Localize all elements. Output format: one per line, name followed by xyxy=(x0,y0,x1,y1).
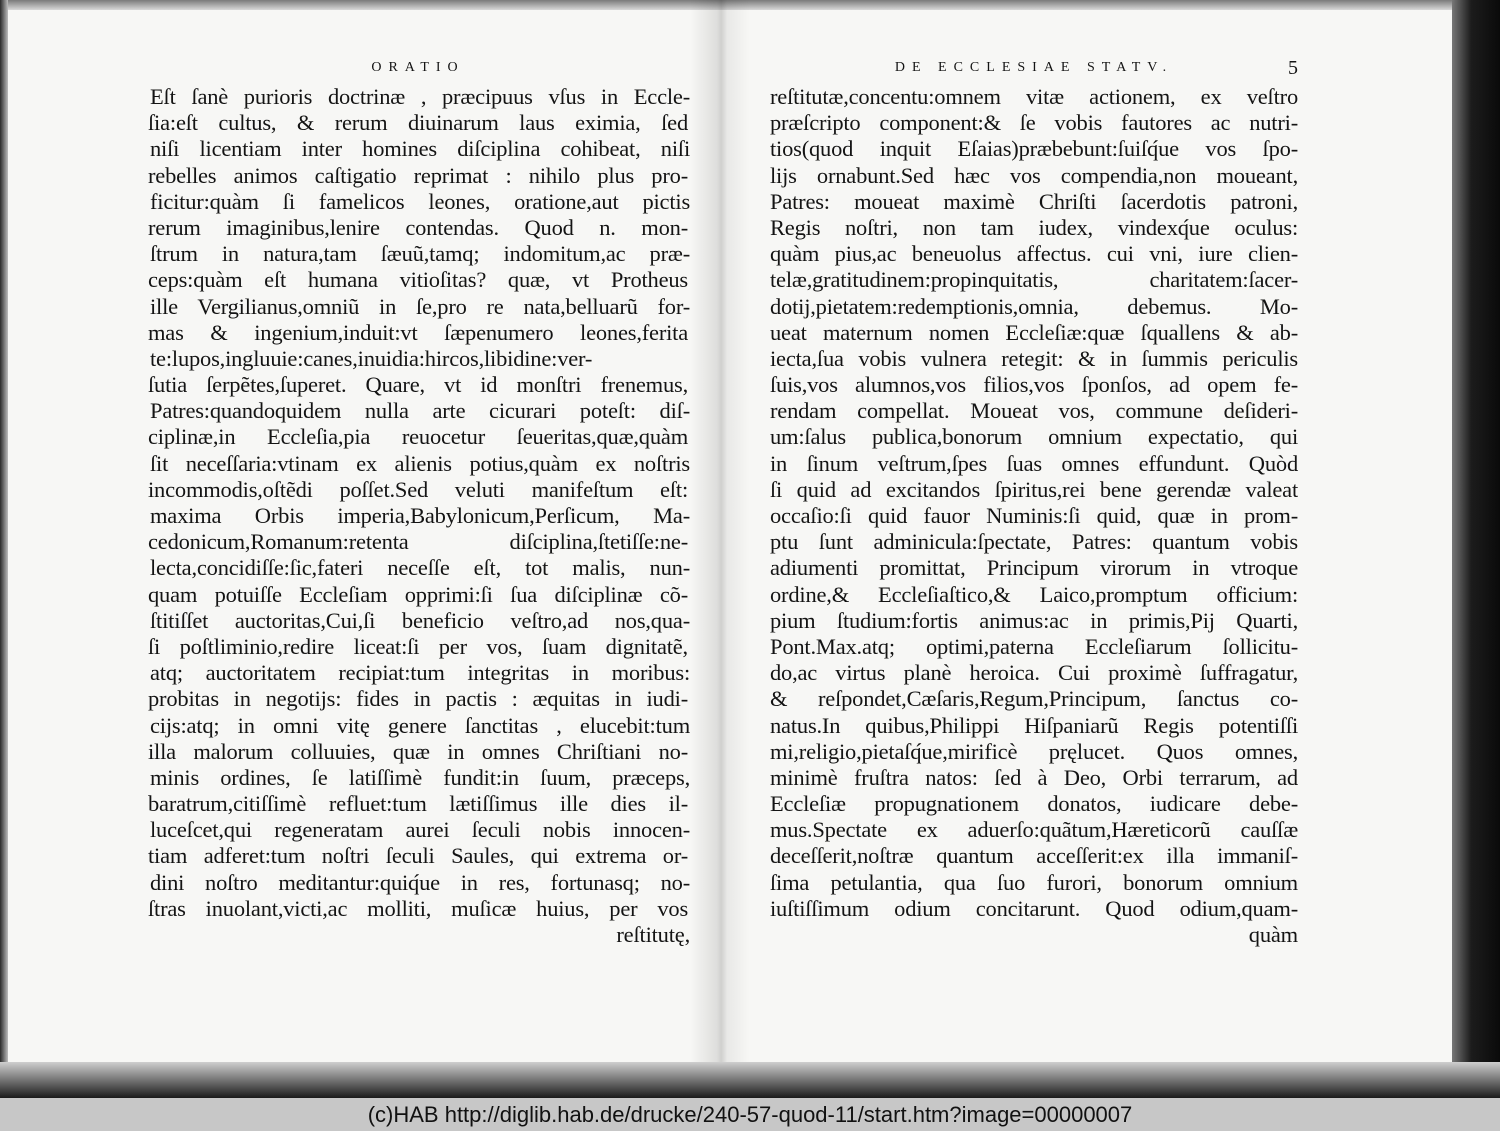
scan-edge-bottom xyxy=(0,1062,1500,1098)
text-line: ſuis,vos alumnos,vos filios,vos ſponſos, ad opem fe- xyxy=(770,372,1298,398)
text-line: ſutia ſerpẽtes,ſuperet. Quare, vt id monſtri frenemus, xyxy=(148,372,688,398)
left-running-head: ORATIO xyxy=(371,60,465,75)
text-line: atq; auctoritatem recipiat:tum integritas in moribus: xyxy=(150,660,690,686)
text-line: rendam compellat. Moueat vos, commune deſideri- xyxy=(770,398,1298,424)
text-line: tiam adferet:tum noſtri ſeculi Saules, qui extrema or- xyxy=(148,843,688,869)
text-line: dini noſtro meditantur:quiq́ue in res, fortunasq; no- xyxy=(150,869,690,895)
text-line: do,ac virtus planè heroica. Cui proximè ſuffragatur, xyxy=(770,660,1298,686)
text-line: ille Vergilianus,omniũ in ſe,pro re nata,belluarũ for- xyxy=(150,293,690,319)
text-line: rebelles animos caſtigatio reprimat : nihilo plus pro- xyxy=(148,162,688,188)
text-line: ueat maternum nomen Eccleſiæ:quæ ſquallens & ab- xyxy=(770,319,1298,345)
text-line: reſtitutæ,concentu:omnem vitæ actionem, ex veſtro xyxy=(770,84,1298,109)
text-line: & reſpondet,Cæſaris,Regum,Principum, ſanctus co- xyxy=(770,686,1298,712)
text-line: luceſcet,qui regeneratam aurei ſeculi nobis innocen- xyxy=(150,817,690,843)
text-line: quàm xyxy=(1248,922,1298,947)
right-header xyxy=(770,58,1298,78)
text-line: illa malorum colluuies, quæ in omnes Chriſtiani no- xyxy=(148,738,688,764)
right-page xyxy=(770,58,1298,948)
text-line: mi,religio,pietaſq́ue,mirificè pręlucet. Quos omnes, xyxy=(770,738,1298,764)
text-line: adiumenti promittat, Principum virorum in vtroque xyxy=(770,555,1298,581)
text-line: maxima Orbis imperia,Babylonicum,Perſicum, Ma- xyxy=(150,503,690,528)
text-line: pium ſtudium:fortis animus:ac in primis,Pij Quarti, xyxy=(770,607,1298,633)
text-line: in ſinum veſtrum,ſpes ſuas omnes effundunt. Quòd xyxy=(770,450,1298,476)
text-line: ſima petulantia, qua ſuo furori, bonorum omnium xyxy=(770,869,1298,895)
text-line: telæ,gratitudinem:propinquitatis, charitatem:ſacer- xyxy=(770,267,1298,293)
text-line: Regis noſtri, non tam iudex, vindexq́ue oculus: xyxy=(770,214,1298,240)
text-line: niſi licentiam inter homines diſciplina cohibeat, niſi xyxy=(150,136,690,162)
left-text-block xyxy=(148,84,688,948)
text-line: rerum imaginibus,lenire contendas. Quod n. mon- xyxy=(148,214,688,240)
text-line: Eſt ſanè purioris doctrinæ , præcipuus vſus in Eccle- xyxy=(150,84,690,109)
left-page xyxy=(148,58,688,948)
text-line: ſi quid ad excitandos ſpiritus,rei bene gerendæ valeat xyxy=(770,476,1298,502)
text-line: cijs:atq; in omni vitę genere ſanctitas , elucebit:tum xyxy=(150,712,690,738)
text-line: ſtrum in natura,tam ſæuũ,tamq; indomitum,ac præ- xyxy=(150,241,690,267)
text-line: Patres: moueat maximè Chriſti ſacerdotis patroni, xyxy=(770,188,1298,214)
text-line: reſtitutę, xyxy=(616,922,690,947)
text-line: lijs ornabunt.Sed hæc vos compendia,non moueant, xyxy=(770,162,1298,188)
text-line: natus.In quibus,Philippi Hiſpaniarũ Regis potentiſſi xyxy=(770,712,1298,738)
text-line: ordine,& Eccleſiaſtico,& Laico,promptum officium: xyxy=(770,581,1298,607)
scan-edge-left xyxy=(0,0,8,1098)
text-line: ciplinæ,in Eccleſia,pia reuocetur ſeueritas,quæ,quàm xyxy=(148,424,688,450)
book-gutter xyxy=(690,0,750,1098)
text-line: ſi poſtliminio,redire liceat:ſi per vos, ſuam dignitatẽ, xyxy=(148,633,688,659)
text-line: um:ſalus publica,bonorum omnium expectatio, qui xyxy=(770,424,1298,450)
scan-edge-right xyxy=(1452,0,1500,1098)
text-line: ſtras inuolant,victi,ac molliti, muſicæ huius, per vos xyxy=(148,895,688,921)
text-line: Eccleſiæ propugnationem donatos, iudicare debe- xyxy=(770,791,1298,817)
text-line: ſtitiſſet auctoritas,Cui,ſi beneficio veſtro,ad nos,qua- xyxy=(150,607,690,633)
text-line: ceps:quàm eſt humana vitioſitas? quæ, vt Protheus xyxy=(148,267,688,293)
text-line: mas & ingenium,induit:vt ſæpenumero leones,ferita xyxy=(148,319,688,345)
text-line: cedonicum,Romanum:retenta diſciplina,ſtetiſſe:ne- xyxy=(148,529,688,555)
text-line: probitas in negotijs: fides in pactis : æquitas in iudi- xyxy=(148,686,688,712)
text-line: minis ordines, ſe latiſſimè fundit:in ſuum, præceps, xyxy=(150,764,690,790)
text-line: occaſio:ſi quid fauor Numinis:ſi quid, quæ in prom- xyxy=(770,503,1298,528)
text-line: iecta,ſua vobis vulnera retegit: & in ſummis periculis xyxy=(770,345,1298,371)
text-line: baratrum,citiſſimè refluet:tum lætiſſimus ille dies il- xyxy=(148,791,688,817)
text-line: Patres:quandoquidem nulla arte cicurari poteſt: diſ- xyxy=(150,398,690,424)
right-running-head: DE ECCLESIAE STATV. xyxy=(894,60,1174,75)
text-line: lecta,concidiſſe:ſic,fateri neceſſe eſt, tot malis, nun- xyxy=(150,555,690,581)
text-line: mus.Spectate ex aduerſo:quãtum,Hæreticorũ cauſſæ xyxy=(770,817,1298,843)
text-line: tios(quod inquit Eſaias)præbebunt:ſuiſq́ue vos ſpo- xyxy=(770,136,1298,162)
text-line: quàm pius,ac beneuolus affectus. cui vni, iure clien- xyxy=(770,241,1298,267)
right-text-block xyxy=(770,84,1298,948)
text-line: dotij,pietatem:redemptionis,omnia, debemus. Mo- xyxy=(770,293,1298,319)
text-line: ficitur:quàm ſi famelicos leones, oratione,aut pictis xyxy=(150,188,690,214)
page-number: 5 xyxy=(1288,56,1298,79)
text-line: Pont.Max.atq; optimi,paterna Eccleſiarum ſollicitu- xyxy=(770,633,1298,659)
copyright-caption: (c)HAB http://diglib.hab.de/drucke/240-57-quod-11/start.htm?image=00000007 xyxy=(0,1098,1500,1131)
scan-edge-top xyxy=(0,0,1500,10)
text-line: deceſſerit,noſtræ quantum acceſſerit:ex illa immaniſ- xyxy=(770,843,1298,869)
text-line: iuſtiſſimum odium concitarunt. Quod odium,quam- xyxy=(770,895,1298,921)
text-line: ptu ſunt adminicula:ſpectate, Patres: quantum vobis xyxy=(770,529,1298,555)
text-line: ſit neceſſaria:vtinam ex alienis potius,quàm ex noſtris xyxy=(150,450,690,476)
text-line: ſia:eſt cultus, & rerum diuinarum laus eximia, ſed xyxy=(148,110,688,136)
text-line: præſcripto component:& ſe vobis fautores ac nutri- xyxy=(770,110,1298,136)
text-line: minimè fruſtra natos: ſed à Deo, Orbi terrarum, ad xyxy=(770,764,1298,790)
text-line: quam potuiſſe Eccleſiam opprimi:ſi ſua diſciplinæ cõ- xyxy=(148,581,688,607)
text-line: te:lupos,ingluuie:canes,inuidia:hircos,libidine:ver- xyxy=(150,345,593,371)
text-line: incommodis,oſtẽdi poſſet.Sed veluti manifeſtum eſt: xyxy=(148,476,688,502)
